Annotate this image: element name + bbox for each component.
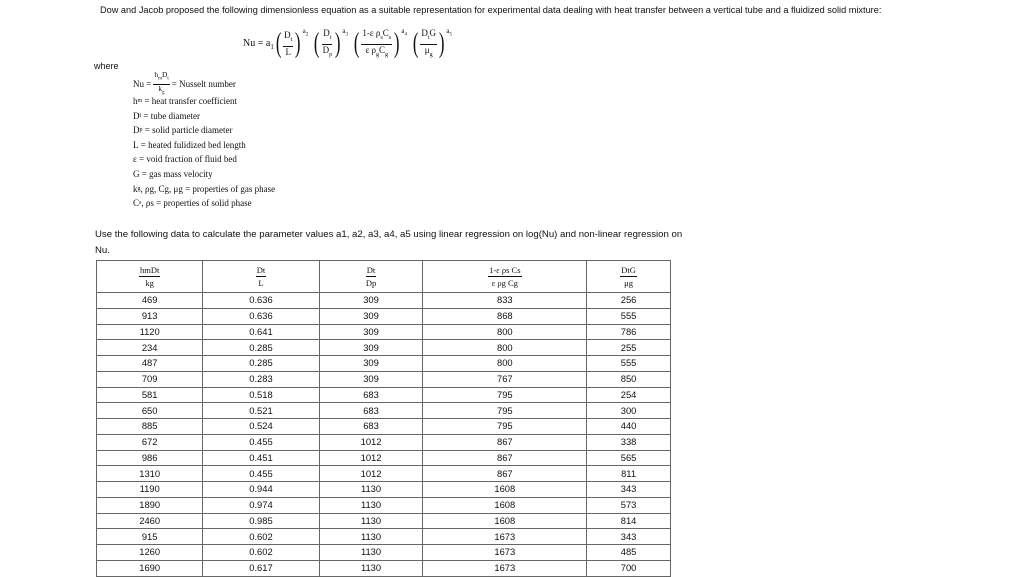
definition-row: C s , ρs = properties of solid phase bbox=[133, 198, 252, 209]
table-cell: 309 bbox=[319, 356, 423, 372]
table-cell: 767 bbox=[423, 371, 587, 387]
table-cell: 0.518 bbox=[203, 387, 319, 403]
table-cell: 254 bbox=[587, 387, 671, 403]
where-label: where bbox=[94, 61, 119, 71]
table-cell: 867 bbox=[423, 434, 587, 450]
table-cell: 867 bbox=[423, 450, 587, 466]
table-cell: 2460 bbox=[97, 513, 203, 529]
table-cell: 1310 bbox=[97, 466, 203, 482]
table-cell: 0.451 bbox=[203, 450, 319, 466]
table-cell: 1608 bbox=[423, 513, 587, 529]
table-cell: 0.285 bbox=[203, 356, 319, 372]
table-cell: 1130 bbox=[319, 545, 423, 561]
table-row bbox=[97, 371, 671, 387]
table-row bbox=[97, 308, 671, 324]
table-cell: 1012 bbox=[319, 466, 423, 482]
table-cell: 1130 bbox=[319, 513, 423, 529]
table-cell: 565 bbox=[587, 450, 671, 466]
table-cell: 487 bbox=[97, 356, 203, 372]
table-row bbox=[97, 466, 671, 482]
table-cell: 1608 bbox=[423, 497, 587, 513]
table-cell: 1673 bbox=[423, 545, 587, 561]
table-cell: 0.455 bbox=[203, 466, 319, 482]
table-row bbox=[97, 387, 671, 403]
table-cell: 1690 bbox=[97, 560, 203, 576]
definition-row: h m = heat transfer coefficient bbox=[133, 96, 238, 106]
table-row bbox=[97, 529, 671, 545]
table-cell: 0.602 bbox=[203, 529, 319, 545]
table-body bbox=[97, 293, 671, 577]
table-cell: 0.521 bbox=[203, 403, 319, 419]
table-cell: 650 bbox=[97, 403, 203, 419]
table-cell: 1130 bbox=[319, 482, 423, 498]
header-dt-over-dp: $\frac{Dt}{Dp}$ bbox=[319, 261, 423, 293]
table-cell: 1673 bbox=[423, 529, 587, 545]
table-cell: 795 bbox=[423, 403, 587, 419]
table-cell: 0.985 bbox=[203, 513, 319, 529]
table-cell: 868 bbox=[423, 308, 587, 324]
data-table bbox=[96, 260, 671, 577]
table-cell: 338 bbox=[587, 434, 671, 450]
table-cell: 256 bbox=[587, 293, 671, 309]
definition-row: D t = tube diameter bbox=[133, 110, 200, 121]
table-row bbox=[97, 560, 671, 576]
table-cell: 0.617 bbox=[203, 560, 319, 576]
table-cell: 683 bbox=[319, 387, 423, 403]
table-cell: 309 bbox=[319, 324, 423, 340]
table-cell: 1120 bbox=[97, 324, 203, 340]
table-cell: 800 bbox=[423, 340, 587, 356]
table-cell: 1130 bbox=[319, 529, 423, 545]
table-cell: 485 bbox=[587, 545, 671, 561]
intro-text: Dow and Jacob proposed the following dimensionless equation as a suitable representation for experimental data dealing with heat transfer between a vertical tube and a fluidized solid mixture: bbox=[100, 5, 882, 15]
table-cell: 0.285 bbox=[203, 340, 319, 356]
table-cell: 555 bbox=[587, 356, 671, 372]
table-cell: 581 bbox=[97, 387, 203, 403]
table-cell: 672 bbox=[97, 434, 203, 450]
table-cell: 309 bbox=[319, 371, 423, 387]
table-cell: 913 bbox=[97, 308, 203, 324]
table-cell: 0.974 bbox=[203, 497, 319, 513]
table-cell: 234 bbox=[97, 340, 203, 356]
table-header-row bbox=[97, 261, 671, 293]
table-cell: 795 bbox=[423, 387, 587, 403]
table-cell: 709 bbox=[97, 371, 203, 387]
term-reynolds: ( $\frac{D_tG}{\mu_g}$ ) $a_5$ bbox=[412, 26, 452, 59]
table-cell: 1890 bbox=[97, 497, 203, 513]
table-cell: 811 bbox=[587, 466, 671, 482]
definition-row: k g , ρg, Cg, μg = properties of gas phase bbox=[133, 183, 276, 194]
table-cell: 850 bbox=[587, 371, 671, 387]
table-cell: 440 bbox=[587, 419, 671, 435]
table-cell: 1130 bbox=[319, 560, 423, 576]
table-row bbox=[97, 450, 671, 466]
table-cell: 300 bbox=[587, 403, 671, 419]
definition-row: D p = solid particle diameter bbox=[133, 125, 233, 136]
table-cell: 0.524 bbox=[203, 419, 319, 435]
term-phase-ratio: ( $\frac{1-\varepsilon \rho_sC_s}{\varepsilon \rho_gC_g}$ ) $a_4$ bbox=[353, 26, 408, 59]
table-cell: 0.455 bbox=[203, 434, 319, 450]
table-cell: 700 bbox=[587, 560, 671, 576]
header-nusselt: $\frac{\text{hmDt}}{kg}$ bbox=[97, 261, 203, 293]
table-cell: 343 bbox=[587, 482, 671, 498]
table-cell: 0.641 bbox=[203, 324, 319, 340]
table-row bbox=[97, 497, 671, 513]
table-row bbox=[97, 356, 671, 372]
dimensionless-equation bbox=[243, 26, 456, 62]
table-cell: 833 bbox=[423, 293, 587, 309]
table-cell: 309 bbox=[319, 340, 423, 356]
table-cell: 1673 bbox=[423, 560, 587, 576]
table-cell: 814 bbox=[587, 513, 671, 529]
table-cell: 309 bbox=[319, 308, 423, 324]
definition-nusselt: Nu = $\frac{h_mD_t}{k_g}$ = Nusselt number bbox=[133, 70, 236, 95]
definition-row: L = heated fulidized bed length bbox=[133, 139, 246, 150]
header-dt-over-l: $\frac{Dt}{L}$ bbox=[203, 261, 319, 293]
table-row bbox=[97, 545, 671, 561]
header-reynolds: $\frac{\text{DtG}}{\mu g}$ bbox=[587, 261, 671, 293]
table-row bbox=[97, 419, 671, 435]
table-cell: 255 bbox=[587, 340, 671, 356]
table-cell: 0.944 bbox=[203, 482, 319, 498]
table-row bbox=[97, 324, 671, 340]
table-cell: 1190 bbox=[97, 482, 203, 498]
term-dt-over-dp: ( $\frac{D_t}{D_p}$ ) $a_3$ bbox=[314, 26, 349, 59]
equation-lhs: $Nu = a_1$ bbox=[243, 37, 274, 51]
table-cell: 1260 bbox=[97, 545, 203, 561]
table-cell: 0.602 bbox=[203, 545, 319, 561]
table-cell: 343 bbox=[587, 529, 671, 545]
table-cell: 555 bbox=[587, 308, 671, 324]
table-row bbox=[97, 340, 671, 356]
table-cell: 915 bbox=[97, 529, 203, 545]
header-phase-ratio: $\frac{\text{1-ε ρs Cs}}{\text{ε ρg Cg}}$ bbox=[423, 261, 587, 293]
table-row bbox=[97, 513, 671, 529]
table-cell: 0.636 bbox=[203, 308, 319, 324]
definitions-list bbox=[133, 70, 276, 211]
table-cell: 1608 bbox=[423, 482, 587, 498]
table-row bbox=[97, 293, 671, 309]
table-cell: 0.283 bbox=[203, 371, 319, 387]
table-cell: 683 bbox=[319, 403, 423, 419]
table-cell: 800 bbox=[423, 324, 587, 340]
term-dt-over-l: ( $\frac{D_t}{L}$ ) $a_2$ bbox=[275, 26, 309, 59]
table-cell: 573 bbox=[587, 497, 671, 513]
table-cell: 1130 bbox=[319, 497, 423, 513]
table-cell: 786 bbox=[587, 324, 671, 340]
task-text: Use the following data to calculate the parameter values a1, a2, a3, a4, a5 using linear regression on log(Nu) and non-linear regression on Nu. bbox=[95, 229, 683, 256]
table-cell: 0.636 bbox=[203, 293, 319, 309]
table-row bbox=[97, 434, 671, 450]
table-row bbox=[97, 403, 671, 419]
definition-row: G = gas mass velocity bbox=[133, 168, 213, 179]
table-cell: 885 bbox=[97, 419, 203, 435]
table-cell: 867 bbox=[423, 466, 587, 482]
table-cell: 1012 bbox=[319, 450, 423, 466]
table-cell: 800 bbox=[423, 356, 587, 372]
table-cell: 1012 bbox=[319, 434, 423, 450]
table-cell: 986 bbox=[97, 450, 203, 466]
table-row bbox=[97, 482, 671, 498]
definition-row: ε = void fraction of fluid bed bbox=[133, 154, 237, 165]
table-cell: 309 bbox=[319, 293, 423, 309]
table-cell: 469 bbox=[97, 293, 203, 309]
table-cell: 795 bbox=[423, 419, 587, 435]
table-cell: 683 bbox=[319, 419, 423, 435]
